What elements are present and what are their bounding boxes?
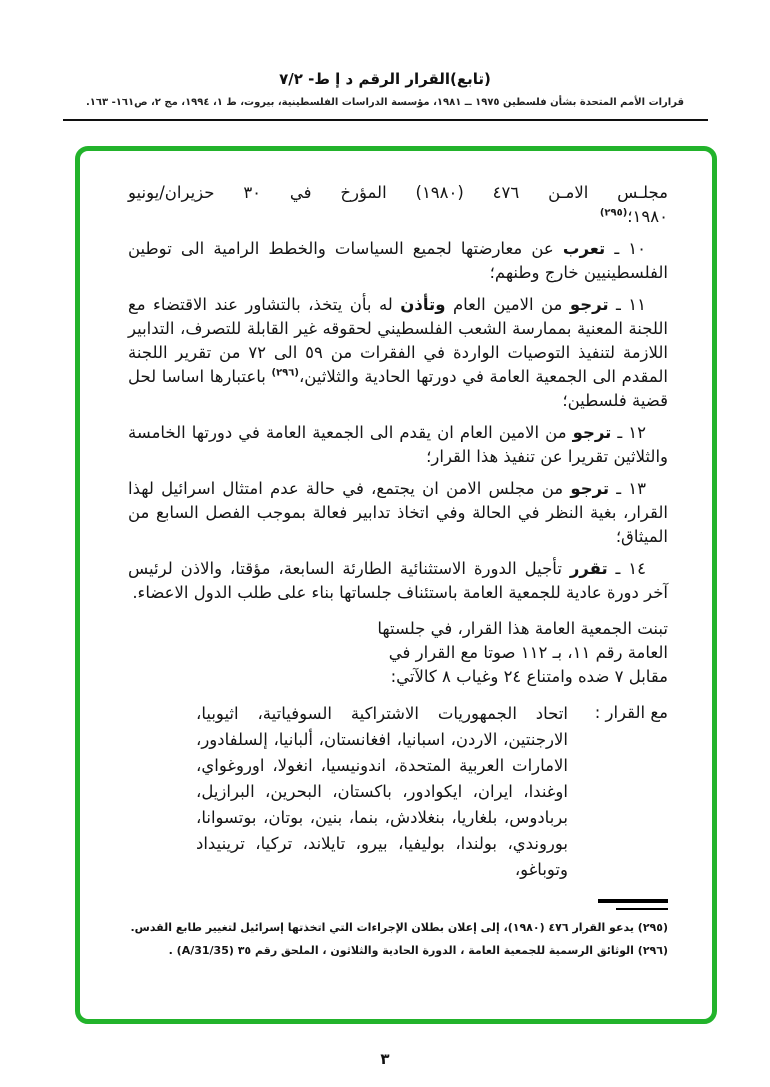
paragraph-continuation [128,181,668,229]
intro-line-2 [128,205,668,229]
clause-lead: ترجو [569,295,609,314]
clause-12 [128,421,668,469]
resolution-text [128,181,668,960]
clause-number: ١٢ ـ [617,423,646,442]
vote-countries: اتحاد الجمهوريات الاشتراكية السوفياتية، اثيوبيا، الارجنتين، الاردن، اسبانيا، افغانستان، ألبانيا، إلسلفادور، الامارات العربية المتحدة، اندونيسيا، انغولا، اوروغواي، اوغندا، ايران، ايكوادور، باكستان، البحرين، البرازيل، بربادوس، بلغاريا، بنغلادش، بنما، بنين، بوتان، بوتسوانا، بوروندي، بولندا، بوليفيا، بيرو، تايلاند، تركيا، ترينيداد وتوباغو، [196,704,568,879]
page-header [0,70,770,108]
footnotes [128,919,668,960]
intro-line-1: مجلـس الامـن ٤٧٦ (١٩٨٠) المؤرخ في ٣٠ حزيران/يونيو [128,183,668,202]
clause-10 [128,237,668,285]
clause-text: من الامين العام ان يقدم الى الجمعية العامة في دورتها الخامسة والثلاثين تقريرا عن تنفيذ هذا القرار؛ [128,423,668,466]
clause-14 [128,557,668,605]
clause-13 [128,477,668,549]
clause-text: من مجلس الامن ان يجتمع، في حالة عدم امتثال اسرائيل لهذا القرار، بغية النظر في الحالة وفي اتخاذ تدابير فعالة بموجب الفصل السابع من الميثاق؛ [128,479,668,546]
footnote-296: (٢٩٦) الوثائق الرسمية للجمعية العامة ، الدورة الحادية والثلاثون ، الملحق رقم ٣٥ (A/31/35) . [168,944,668,957]
clause-11 [128,293,668,413]
clause-text: عن معارضتها لجميع السياسات والخطط الرامية الى توطين الفلسطينيين خارج وطنهم؛ [128,239,668,282]
adoption-note: تبنت الجمعية العامة هذا القرار، في جلستها العامة رقم ١١، بـ ١١٢ صوتا مع القرار في مقابل ٧ ضده وامتناع ٢٤ وغياب ٨ كالآتي: [377,619,668,686]
header-divider [63,119,708,121]
footnote-ref-295: (٢٩٥) [599,207,628,219]
footnote-separator [128,899,668,910]
highlight-frame [75,146,717,1024]
clause-number: ١٤ ـ [615,559,646,578]
clause-lead: تقرر [569,559,608,578]
clause-number: ١١ ـ [616,295,647,314]
clause-number: ١٠ ـ [614,239,647,258]
clause-text: من الامين العام [452,295,563,314]
clause-text: تأجيل الدورة الاستثنائية الطارئة السابعة، مؤقتا، والاذن لرئيس آخر دورة عادية للجمعية العامة باستئناف جلساتها بناء على طلب الدول الاعضاء. [128,559,668,602]
clause-lead: ترجو [572,423,612,442]
clause-text: باعتبارها اساسا لحل قضية فلسطين؛ [128,367,668,410]
intro-year: ١٩٨٠؛ [627,207,668,226]
footnote-295: (٢٩٥) يدعو القرار ٤٧٦ (١٩٨٠)، إلى إعلان بطلان الإجراءات التي اتخذتها إسرائيل لتغيير طابع القدس. [130,921,668,934]
clause-number: ١٣ ـ [616,479,647,498]
vote-record [128,701,668,883]
footnote-ref-296: (٢٩٦) [271,367,299,379]
separator-rule-thin [616,908,668,910]
vote-label: مع القرار : [594,703,668,722]
clause-text: له بأن يتخذ، بالتشاور عند الاقتضاء مع اللجنة المعنية بممارسة الشعب الفلسطيني لحقوقه غير القابلة للتصرف، التدابير اللازمة لتنفيذ التوصيات الواردة في الفقرات من ٥٩ الى ٧٢ من تقرير اللجنة المقدم الى الجمعية العامة في دورتها الحادية والثلاثين، [128,295,668,386]
separator-rule-thick [598,899,668,903]
clause-lead: تعرب [562,239,606,258]
document-title: (تابع)القرار الرقم د إ ط- ٧/٢ [279,70,491,88]
clause-lead-secondary: وتأذن [400,295,446,314]
source-citation: قرارات الأمم المتحدة بشأن فلسطين ١٩٧٥ ــ ١٩٨١، مؤسسة الدراسات الفلسطينية، بيروت، ط ١، ١٩٩٤، مج ٢، ص١٦١- ١٦٣. [85,97,684,108]
page-number: ٣ [380,1050,390,1068]
clause-lead: ترجو [570,479,610,498]
